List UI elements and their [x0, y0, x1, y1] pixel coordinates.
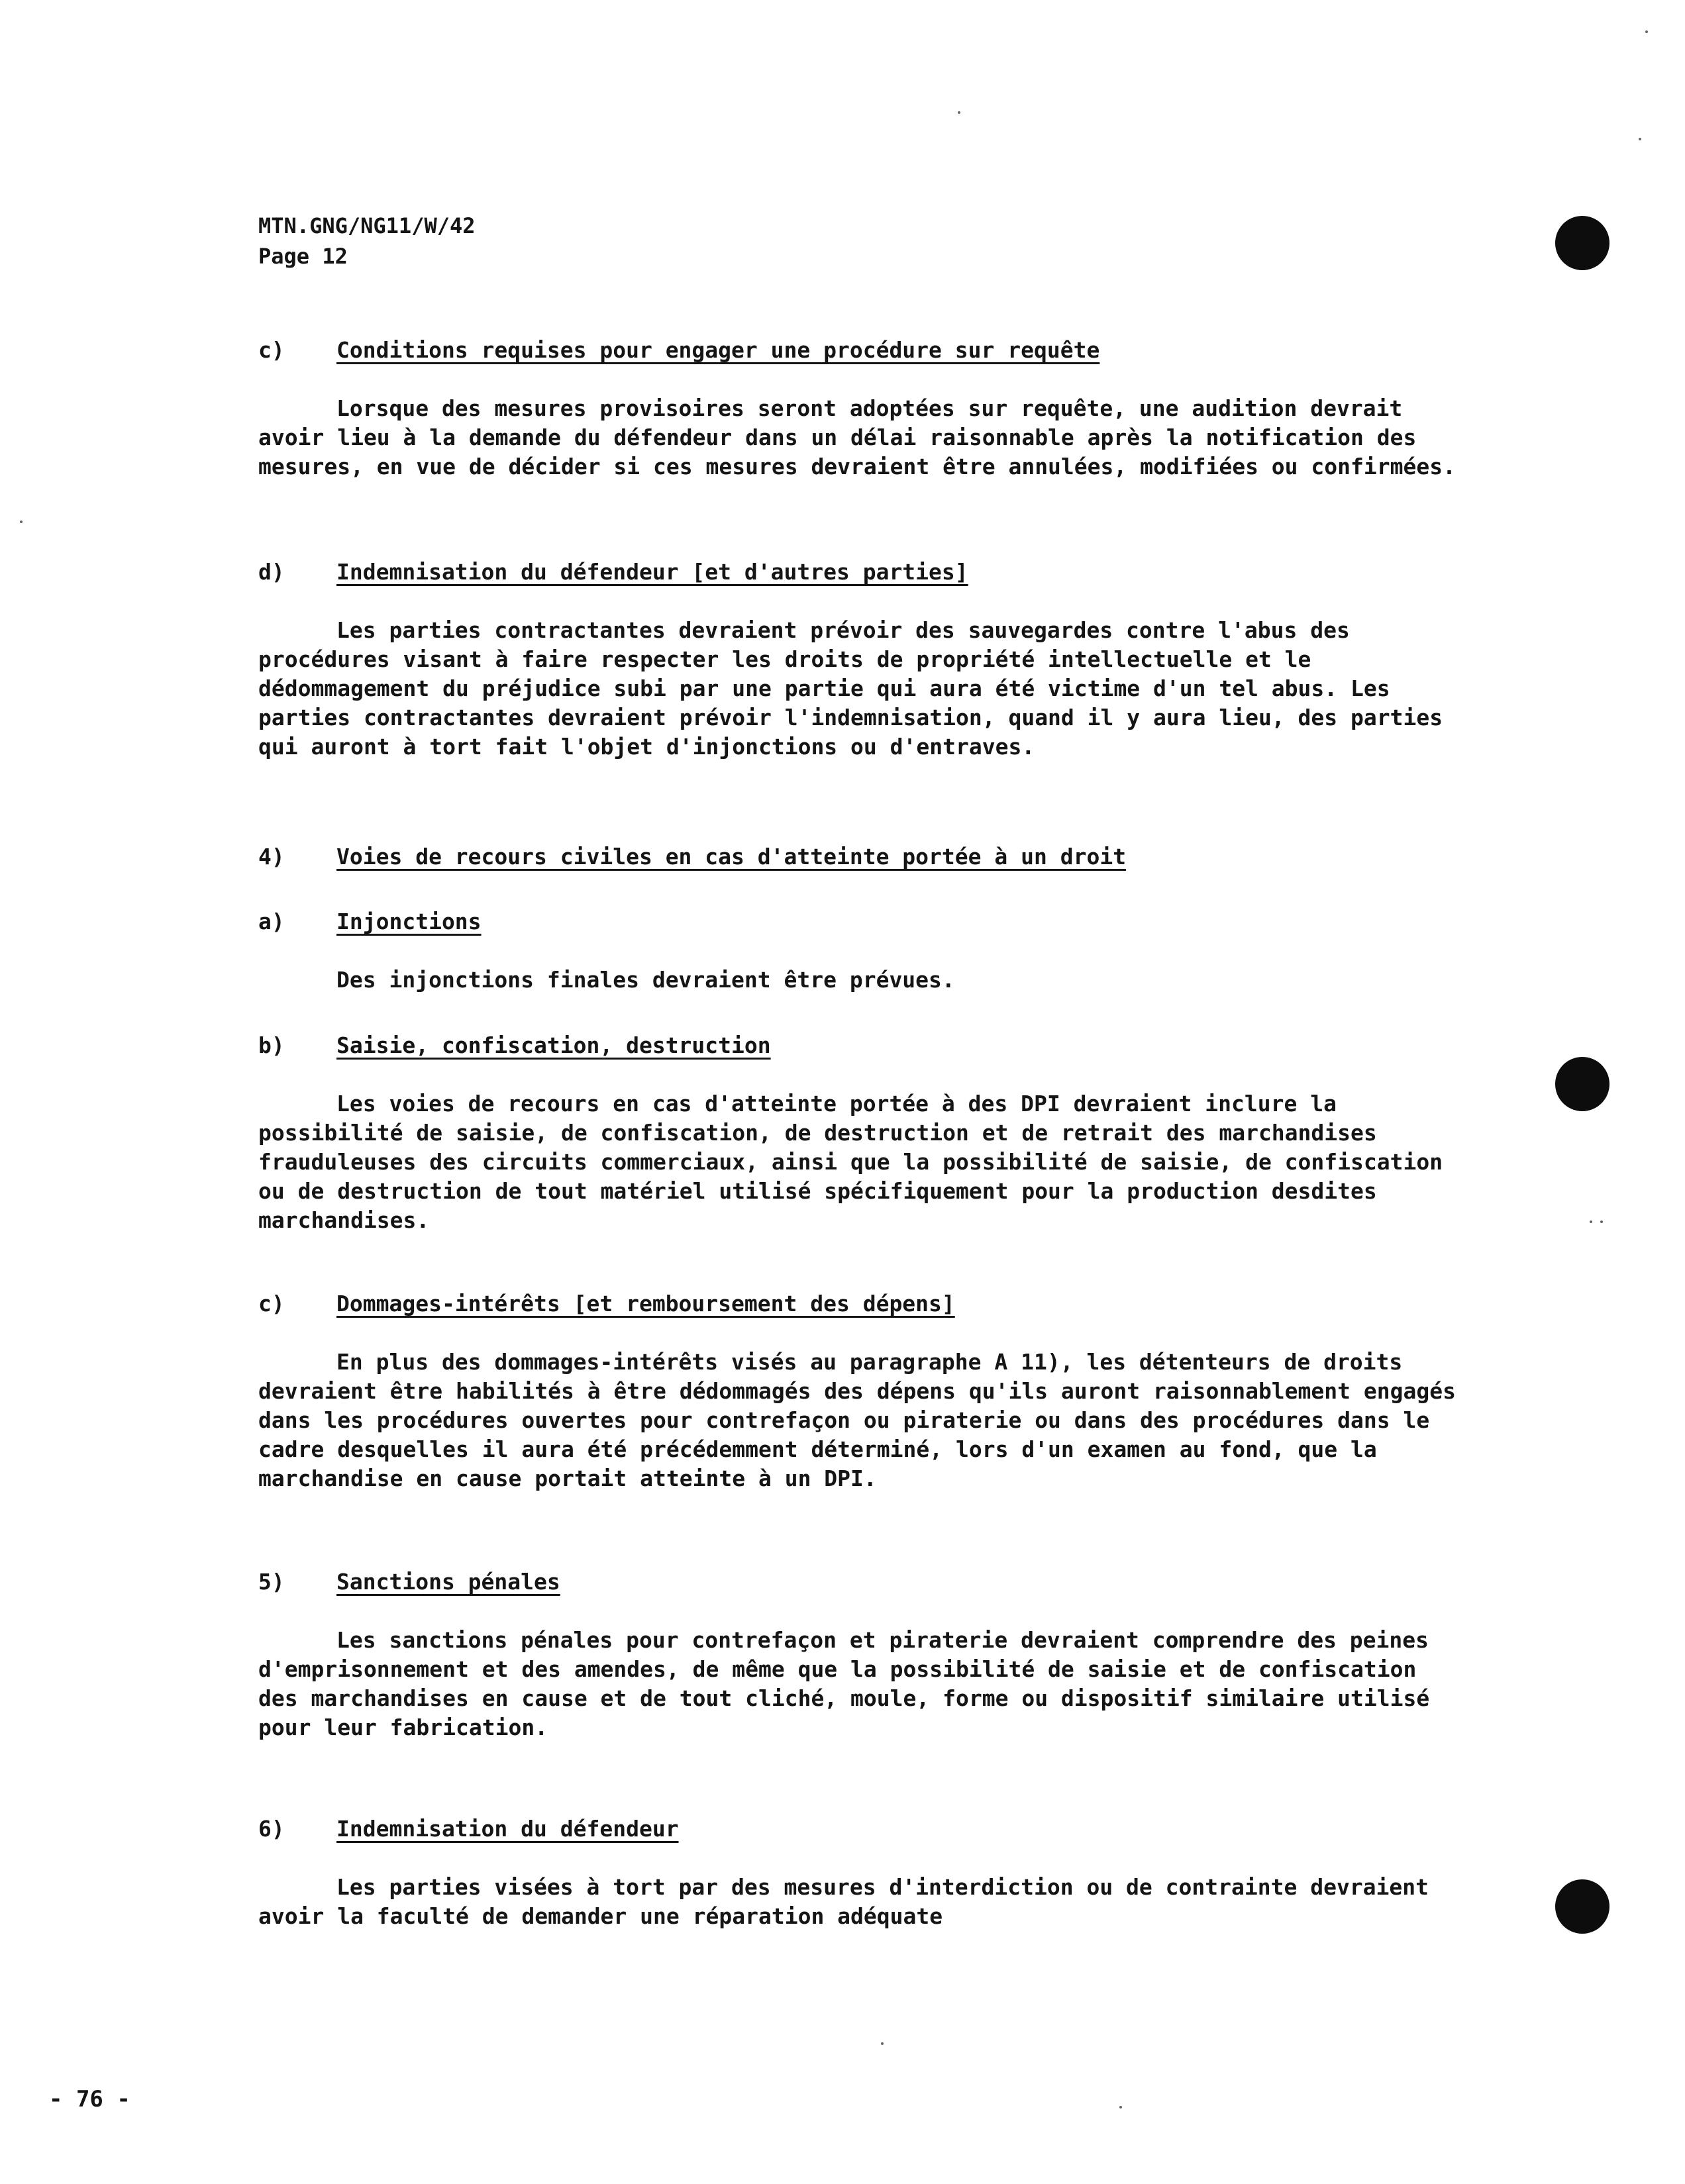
section-title: Indemnisation du défendeur [et d'autres parties]: [336, 559, 968, 585]
section-number: 5): [258, 1569, 285, 1595]
section-4-voies-de-recours: [258, 841, 1464, 873]
section-number: c): [258, 1291, 285, 1316]
section-c-conditions: [258, 334, 1464, 481]
section-title: Sanctions pénales: [336, 1569, 560, 1595]
punch-hole-middle: [1555, 1057, 1609, 1111]
section-c-dommages-interets: [258, 1288, 1464, 1493]
page-number-footer: - 76 -: [49, 2086, 130, 2112]
section-title: Injonctions: [336, 909, 482, 934]
section-paragraph: Les voies de recours en cas d'atteinte portée à des DPI devraient inclure la possibilité de saisie, de confiscation, de destruction et de retrait des marchandises frauduleuses des circuits commerciaux, ainsi que la possibilité de saisie, de confiscation ou de destruction de tout matériel utilisé spécifiquement pour la production desdites marchandises.: [258, 1091, 1443, 1233]
scan-speck: [1645, 30, 1648, 33]
section-title: Voies de recours civiles en cas d'atteinte portée à un droit: [336, 844, 1127, 869]
section-paragraph: Les parties visées à tort par des mesures d'interdiction ou de contrainte devraient avoir la faculté de demander une réparation adéquate: [258, 1874, 1429, 1929]
section-paragraph: Les sanctions pénales pour contrefaçon et piraterie devraient comprendre des peines d'emprisonnement et des amendes, de même que la possibilité de saisie et de confiscation des marchandises en cause et de tout cliché, moule, forme ou dispositif similaire utilisé pour leur fabrication.: [258, 1627, 1430, 1740]
section-paragraph: En plus des dommages-intérêts visés au paragraphe A 11), les détenteurs de droits devraient être habilités à être dédommagés des dépens qu'ils auront raisonnablement engagés dans les procédures ouvertes pour contrefaçon ou piraterie ou dans des procédures dans le cadre desquelles il aura été précédemment déterminé, lors d'un examen au fond, que la marchandise en cause portait atteinte à un DPI.: [258, 1349, 1456, 1491]
section-number: d): [258, 559, 285, 585]
section-title: Dommages-intérêts [et remboursement des dépens]: [336, 1291, 955, 1316]
document-header: [258, 211, 476, 272]
section-d-indemnisation: [258, 556, 1464, 762]
scan-speck: [958, 111, 960, 114]
scan-speck: [1639, 138, 1641, 140]
punch-hole-bottom: [1555, 1879, 1609, 1934]
section-title: Conditions requises pour engager une procédure sur requête: [336, 337, 1100, 363]
scan-speck: [881, 2042, 884, 2045]
section-title: Saisie, confiscation, destruction: [336, 1032, 771, 1058]
section-5-sanctions-penales: [258, 1566, 1464, 1742]
section-paragraph: Les parties contractantes devraient prévoir des sauvegardes contre l'abus des procédures visant à faire respecter les droits de propriété intellectuelle et le dédommagement du préjudice subi par une partie qui aura été victime d'un tel abus. Les parties contractantes devraient prévoir l'indemnisation, quand il y aura lieu, des parties qui auront à tort fait l'objet d'injonctions ou d'entraves.: [258, 617, 1443, 760]
page-label: Page 12: [258, 244, 348, 269]
section-6-indemnisation: [258, 1813, 1464, 1931]
section-number: b): [258, 1032, 285, 1058]
section-number: c): [258, 337, 285, 363]
section-number: a): [258, 909, 285, 934]
scan-speck: [1119, 2106, 1122, 2109]
section-title: Indemnisation du défendeur: [336, 1816, 679, 1842]
section-paragraph: Des injonctions finales devraient être prévues.: [336, 967, 955, 993]
section-paragraph: Lorsque des mesures provisoires seront adoptées sur requête, une audition devrait avoir lieu à la demande du défendeur dans un délai raisonnable après la notification des mesures, en vue de décider si ces mesures devraient être annulées, modifiées ou confirmées.: [258, 395, 1456, 479]
section-a-injonctions: [258, 906, 1464, 995]
scan-speck: [1590, 1220, 1592, 1223]
scan-speck: [1600, 1220, 1603, 1223]
document-reference: MTN.GNG/NG11/W/42: [258, 213, 476, 238]
section-number: 4): [258, 844, 285, 869]
section-b-saisie: [258, 1030, 1464, 1235]
section-number: 6): [258, 1816, 285, 1842]
punch-hole-top: [1555, 216, 1609, 270]
scan-speck: [20, 521, 23, 523]
